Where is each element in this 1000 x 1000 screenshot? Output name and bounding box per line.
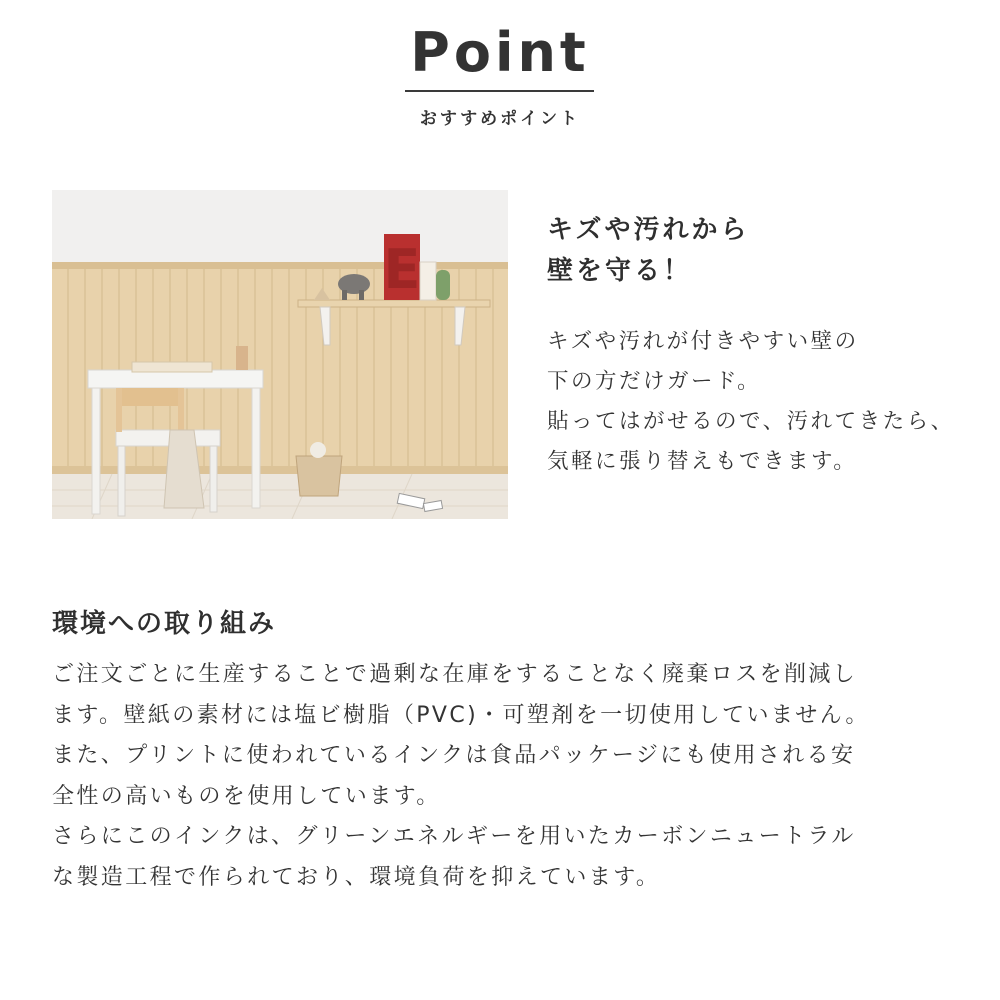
room-illustration	[52, 190, 508, 519]
point-heading	[547, 210, 987, 292]
environment-body-line: ます。壁紙の素材には塩ビ樹脂（PVC)・可塑剤を一切使用していません。	[52, 702, 870, 728]
point-body-line: キズや汚れが付きやすい壁の	[547, 329, 859, 354]
point-body-line: 下の方だけガード。	[547, 369, 762, 394]
title-underline	[405, 90, 594, 92]
point-body-line: 気軽に張り替えもできます。	[547, 449, 858, 474]
page-title: Point	[410, 21, 590, 84]
environment-body-line: ご注文ごとに生産することで過剰な在庫をすることなく廃棄ロスを削減し	[52, 662, 858, 687]
environment-body-line: また、プリントに使われているインクは食品パッケージにも使用される安	[52, 743, 856, 768]
point-heading-line: 壁を守る！	[547, 256, 693, 286]
point-body-line: 貼ってはがせるので、汚れてきたら、	[547, 409, 955, 434]
wicker-basket	[296, 456, 342, 496]
environment-body-line: 全性の高いものを使用しています。	[52, 783, 441, 809]
wall-shelf	[298, 300, 490, 307]
environment-description	[52, 655, 992, 898]
point-heading-line: キズや汚れから	[547, 215, 750, 245]
page-subtitle: おすすめポイント	[419, 109, 581, 129]
environment-body-line: な製造工程で作られており、環境負荷を抑えています。	[52, 864, 661, 890]
environment-heading: 環境への取り組み	[52, 609, 277, 639]
svg-text:E: E	[383, 238, 421, 301]
product-photo	[52, 190, 508, 519]
point-description	[547, 322, 997, 482]
kids-chair	[116, 388, 184, 406]
kids-desk	[88, 370, 263, 388]
environment-body-line: さらにこのインクは、グリーンエネルギーを用いたカーボンニュートラル	[52, 824, 856, 849]
